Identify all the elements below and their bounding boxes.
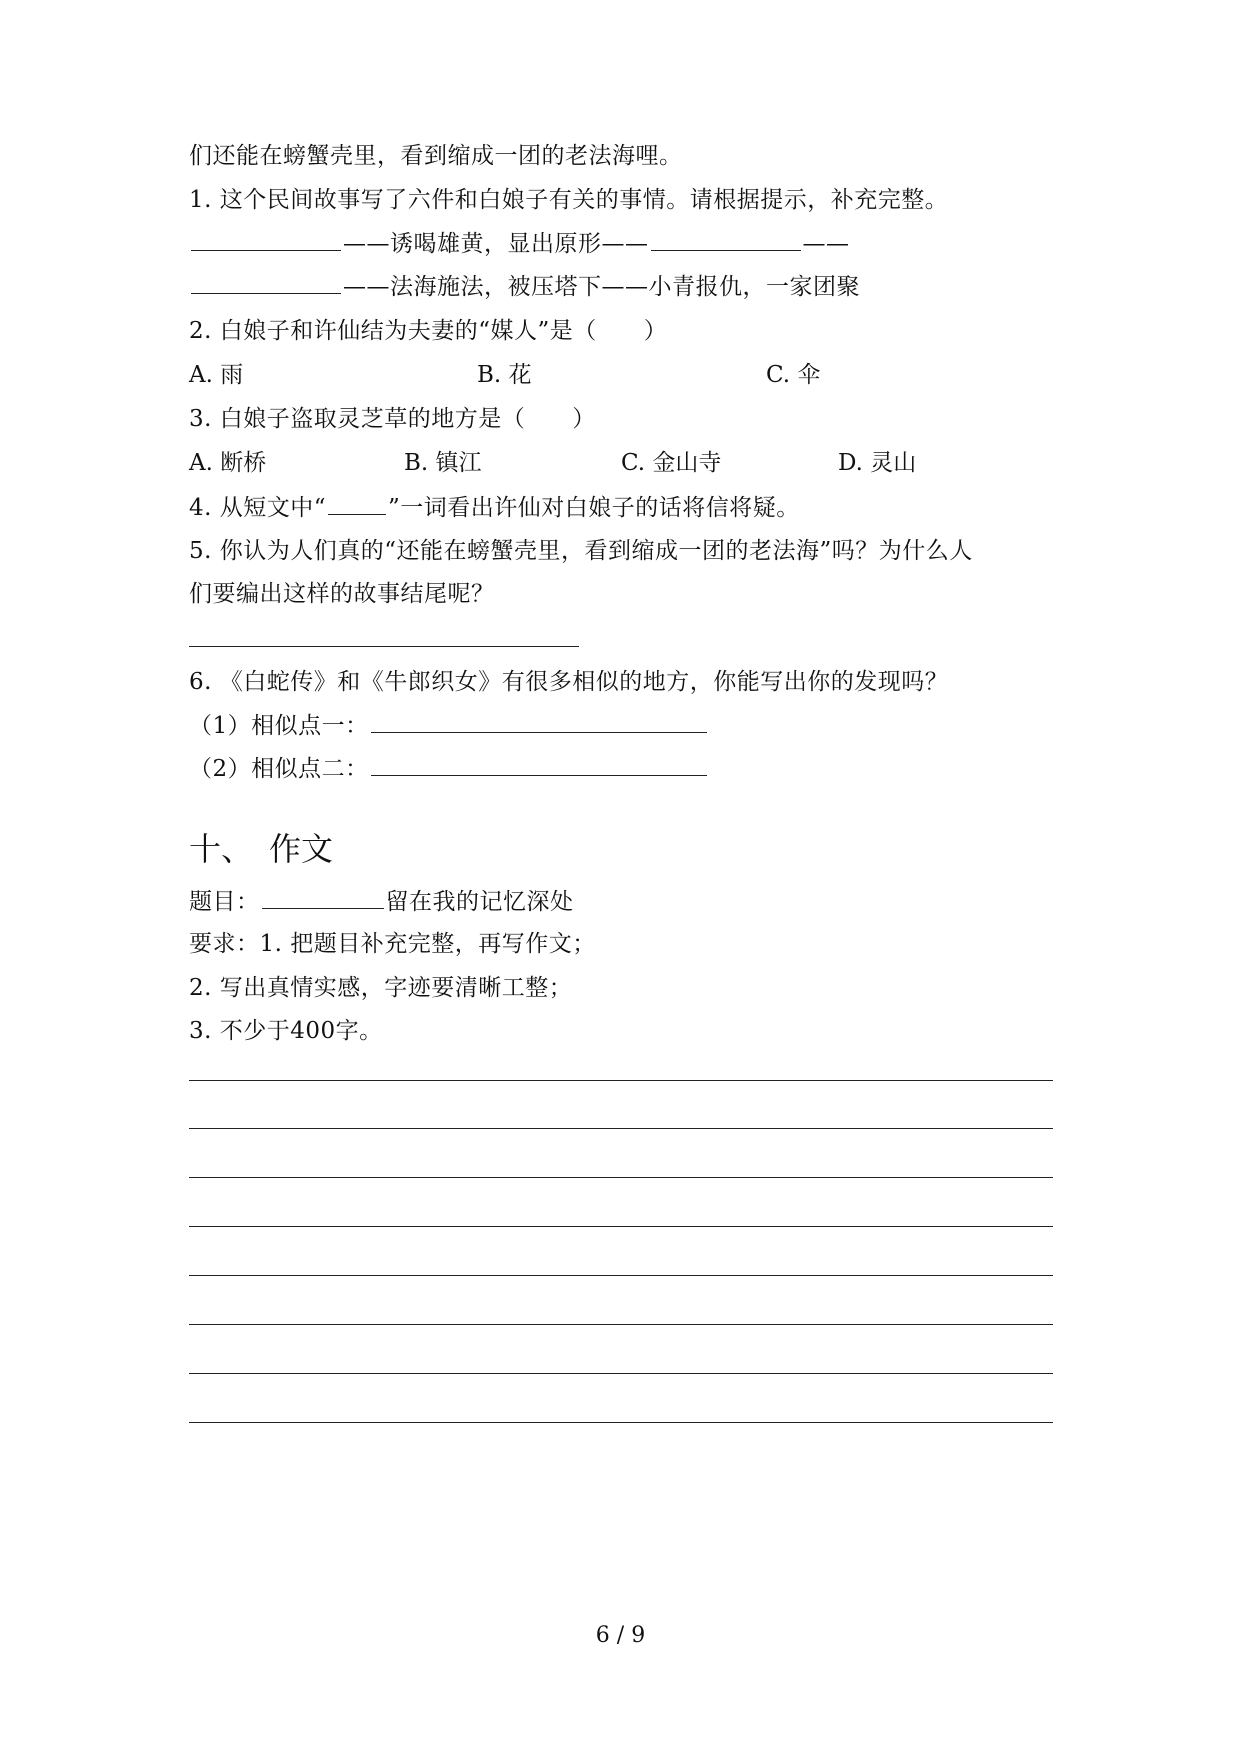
question-1-row-1 bbox=[189, 228, 850, 259]
writing-line[interactable] bbox=[189, 1080, 1053, 1081]
q4-before: 4. 从短文中“ bbox=[189, 495, 327, 521]
q6-point2-label: （2）相似点二： bbox=[189, 756, 369, 782]
page-number: 6 / 9 bbox=[595, 1623, 646, 1648]
writing-line[interactable] bbox=[189, 1128, 1053, 1129]
question-3-option-c[interactable]: C. 金山寺 bbox=[621, 450, 722, 476]
question-6-prompt: 6. 《白蛇传》和《牛郎织女》有很多相似的地方，你能写出你的发现吗？ bbox=[189, 669, 949, 695]
question-5-line-2: 们要编出这样的故事结尾呢？ bbox=[189, 581, 495, 607]
question-4 bbox=[189, 492, 800, 523]
q6-point1-label: （1）相似点一： bbox=[189, 713, 369, 739]
title-blank[interactable] bbox=[262, 886, 384, 909]
q4-after: ”一词看出许仙对白娘子的话将信将疑。 bbox=[388, 495, 800, 521]
question-3-option-a[interactable]: A. 断桥 bbox=[189, 450, 267, 476]
q1-row1-end: —— bbox=[802, 231, 850, 257]
question-6-point-1 bbox=[189, 710, 709, 741]
question-3-option-b[interactable]: B. 镇江 bbox=[404, 450, 482, 476]
requirement-2: 2. 写出真情实感，字迹要清晰工整； bbox=[189, 975, 573, 1001]
answer-blank[interactable] bbox=[371, 753, 707, 776]
q1-row1-mid: ——诱喝雄黄，显出原形—— bbox=[343, 231, 649, 257]
answer-blank[interactable] bbox=[191, 271, 341, 294]
question-1-row-2 bbox=[189, 271, 860, 302]
answer-blank[interactable] bbox=[191, 228, 341, 251]
question-2-option-a[interactable]: A. 雨 bbox=[189, 362, 244, 388]
writing-line[interactable] bbox=[189, 1324, 1053, 1325]
writing-line[interactable] bbox=[189, 1373, 1053, 1374]
answer-line[interactable] bbox=[189, 646, 579, 647]
question-1-prompt: 1. 这个民间故事写了六件和白娘子有关的事情。请根据提示，补充完整。 bbox=[189, 187, 949, 213]
question-3-option-d[interactable]: D. 灵山 bbox=[838, 450, 917, 476]
passage-continuation: 们还能在螃蟹壳里，看到缩成一团的老法海哩。 bbox=[189, 143, 683, 169]
question-2-prompt: 2. 白娘子和许仙结为夫妻的“媒人”是（ ） bbox=[189, 318, 668, 344]
question-2-option-b[interactable]: B. 花 bbox=[477, 362, 532, 388]
question-5-line-1: 5. 你认为人们真的“还能在螃蟹壳里，看到缩成一团的老法海”吗？为什么人 bbox=[189, 538, 973, 564]
requirement-1: 要求：1. 把题目补充完整，再写作文； bbox=[189, 931, 596, 957]
q1-row2-text: ——法海施法，被压塔下——小青报仇，一家团聚 bbox=[343, 274, 860, 300]
title-label: 题目： bbox=[189, 889, 260, 915]
title-suffix: 留在我的记忆深处 bbox=[385, 889, 574, 915]
requirement-3: 3. 不少于400字。 bbox=[189, 1018, 383, 1044]
writing-line[interactable] bbox=[189, 1226, 1053, 1227]
answer-blank[interactable] bbox=[371, 710, 707, 733]
section-heading: 十、 作文 bbox=[189, 830, 334, 868]
writing-line[interactable] bbox=[189, 1275, 1053, 1276]
question-2-option-c[interactable]: C. 伞 bbox=[766, 362, 821, 388]
composition-title bbox=[189, 886, 574, 917]
question-3-prompt: 3. 白娘子盗取灵芝草的地方是（ ） bbox=[189, 406, 596, 432]
answer-blank[interactable] bbox=[328, 492, 386, 515]
writing-line[interactable] bbox=[189, 1422, 1053, 1423]
answer-blank[interactable] bbox=[651, 228, 801, 251]
writing-line[interactable] bbox=[189, 1177, 1053, 1178]
question-6-point-2 bbox=[189, 753, 709, 784]
